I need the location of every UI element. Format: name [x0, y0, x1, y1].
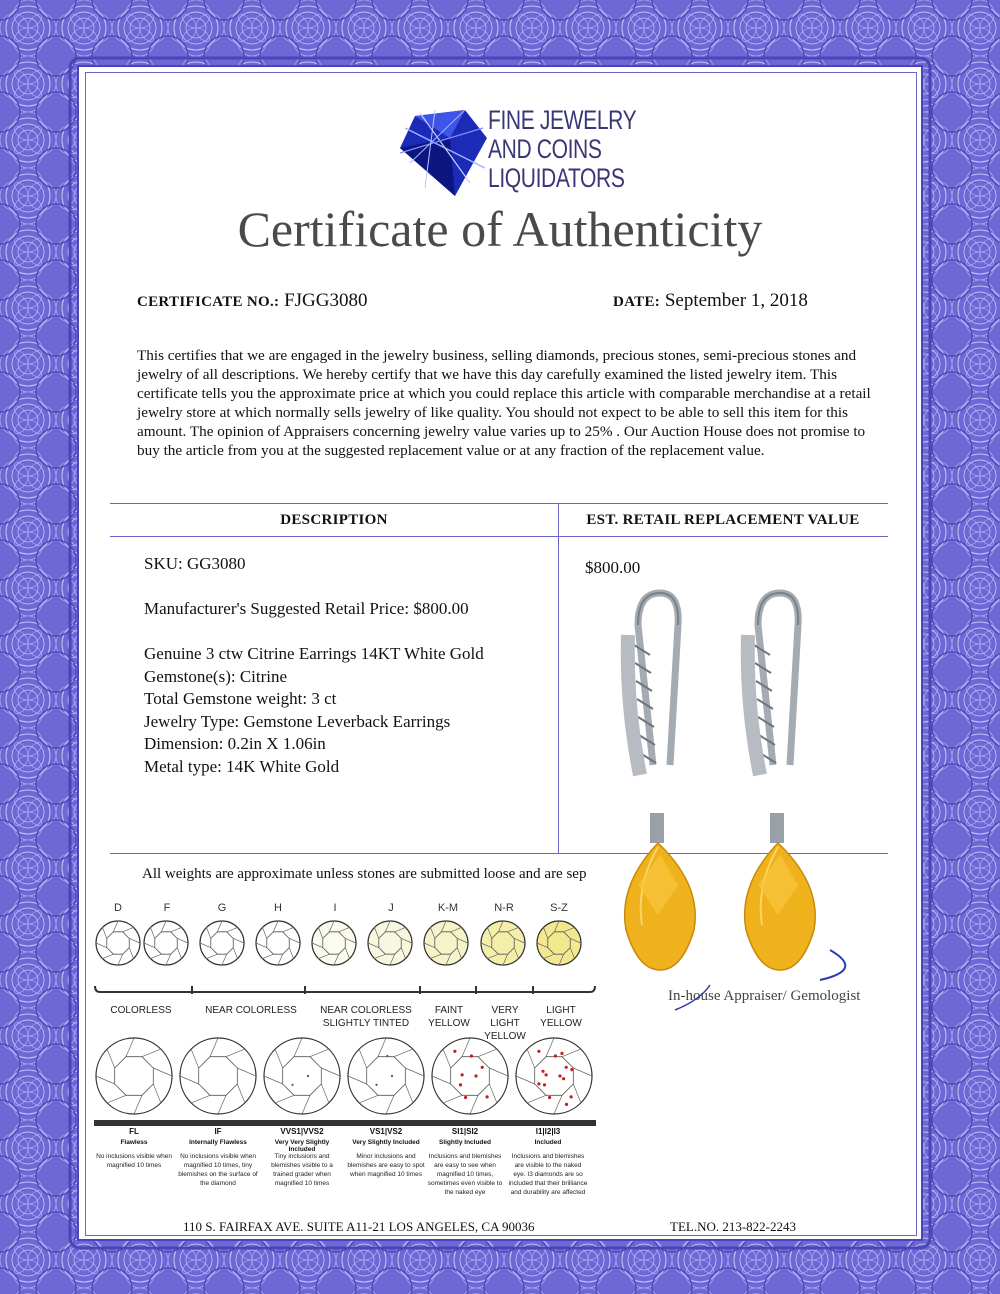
replacement-value: $800.00 [585, 558, 641, 577]
date-label: DATE: [613, 294, 661, 310]
clarity-description: No inclusions visible when magnified 10 times [96, 1153, 172, 1169]
logo-line: LIQUIDATORS [488, 163, 625, 193]
grade-letter: I [333, 902, 337, 914]
certificate-number-label: CERTIFICATE NO.: [137, 294, 280, 310]
clarity-grade-diamond [96, 1038, 172, 1114]
clarity-name: Very Slightly Included [352, 1139, 420, 1146]
grade-letter: D [114, 902, 122, 914]
color-grade-diamond [96, 921, 140, 965]
item-details [144, 643, 484, 778]
footer-telephone: TEL.NO. 213-822-2243 [670, 1219, 797, 1234]
color-scale-diamonds [92, 918, 598, 998]
color-group-label: COLORLESS [110, 1005, 172, 1016]
date-value: September 1, 2018 [664, 290, 808, 311]
detail-line: Dimension: 0.2in X 1.06in [144, 734, 326, 753]
color-grade-diamond [312, 921, 356, 965]
clarity-grade: I1|I2|I3 [535, 1127, 561, 1136]
clarity-grade-diamond [516, 1038, 592, 1114]
footer-address: 110 S. FAIRFAX AVE. SUITE A11-21 LOS ANGELES, CA 90036 [183, 1219, 535, 1234]
clarity-name: Slightly Included [438, 1139, 491, 1146]
clarity-name: Internally Flawless [189, 1139, 247, 1146]
logo-line: AND COINS [488, 134, 602, 164]
logo-line: FINE JEWELRY [488, 105, 637, 135]
grade-letter: N-R [494, 902, 514, 914]
color-grade-diamond [200, 921, 244, 965]
grade-letter: F [163, 902, 171, 914]
clarity-grade-diamond [348, 1038, 424, 1114]
color-group-label: NEAR COLORLESS [205, 1005, 297, 1016]
detail-line: Total Gemstone weight: 3 ct [144, 689, 337, 708]
weights-note: All weights are approximate unless stones are submitted loose and are sep [142, 866, 587, 882]
clarity-grade-diamond [264, 1038, 340, 1114]
clarity-scale-diamonds [92, 1034, 598, 1126]
clarity-grade-diamond [432, 1038, 508, 1114]
color-grade-diamond [424, 921, 468, 965]
color-grade-diamond [481, 921, 525, 965]
grade-letter: G [217, 902, 227, 914]
clarity-grade: SI1|SI2 [451, 1127, 479, 1136]
table-header-rule [110, 536, 888, 537]
color-group-label: VERY LIGHT YELLOW [484, 1005, 526, 1042]
clarity-grade-diamond [180, 1038, 256, 1114]
certificate-number [137, 290, 368, 312]
detail-line: Metal type: 14K White Gold [144, 756, 340, 776]
detail-line: Jewelry Type: Gemstone Leverback Earrings [144, 711, 451, 731]
clarity-description: Tiny inclusions and blemishes visible to a trained grader when magnified 10 times [271, 1153, 333, 1187]
clarity-grade: FL [129, 1127, 139, 1136]
brand-logo-text [488, 106, 636, 193]
page-title: Certificate of Authenticity [237, 201, 763, 257]
grade-letter: S-Z [550, 902, 568, 914]
clarity-name: Included [534, 1139, 562, 1146]
header-description: DESCRIPTION [280, 512, 388, 528]
table-column-divider [558, 503, 559, 853]
grade-letter: K-M [437, 902, 459, 914]
table-top-rule [110, 503, 888, 504]
clarity-grade: IF [214, 1127, 222, 1136]
color-grade-diamond [537, 921, 581, 965]
clarity-description: Inclusions and blemishes are visible to the naked eye. I3 diamonds are so included that their brilliance and durability are affected [508, 1153, 588, 1196]
color-group-label: LIGHT YELLOW [540, 1005, 582, 1029]
certification-paragraph: This certifies that we are engaged in the jewelry business, selling diamonds, precious stones, semi-precious stones and jewelry of all descriptions. We hereby certify that we have this day carefully examined the listed jewelry item. This certificate tells you the approximate price at which you could replace this article with comparable merchandise at a retail jewelry store at which normally sells jewelry of like quality. You should not expect to be able to sell this item for this amount. The opinion of Appraisers concerning jewelry value varies up to 25% . Our Auction House does not promise to buy the article from you at the suggested replacement value or at any fraction of the replacement value. [137, 347, 871, 459]
color-grade-diamond [144, 921, 188, 965]
grade-letter: J [388, 902, 394, 914]
detail-line: Genuine 3 ctw Citrine Earrings 14KT White Gold [144, 644, 484, 663]
clarity-grade: VS1|VS2 [369, 1127, 403, 1136]
earrings-image [598, 585, 838, 985]
color-grade-diamond [368, 921, 412, 965]
clarity-description: Inclusions and blemishes are easy to see when magnified 10 times, sometimes even visible to the naked eye [427, 1153, 503, 1196]
sku: SKU: GG3080 [144, 554, 246, 573]
clarity-description: No inclusions visible when magnified 10 times, tiny blemishes on the surface of the diamond [178, 1153, 258, 1187]
appraiser-title: In-house Appraiser/ Gemologist [668, 988, 861, 1004]
clarity-name: Flawless [120, 1139, 148, 1146]
msrp: Manufacturer's Suggested Retail Price: $800.00 [144, 599, 469, 618]
color-group-label: NEAR COLORLESS SLIGHTLY TINTED [320, 1005, 412, 1029]
grade-letter: H [274, 902, 282, 914]
color-grade-diamond [256, 921, 300, 965]
color-group-label: FAINT YELLOW [428, 1005, 470, 1029]
certificate-number-value: FJGG3080 [284, 290, 368, 311]
clarity-name: Very Very Slightly Included [274, 1139, 330, 1153]
certificate-date [613, 290, 808, 312]
clarity-grade: VVS1|VVS2 [280, 1127, 324, 1136]
detail-line: Gemstone(s): Citrine [144, 666, 288, 686]
header-value: EST. RETAIL REPLACEMENT VALUE [586, 512, 860, 528]
clarity-description: Minor inclusions and blemishes are easy to spot when magnified 10 times [347, 1153, 425, 1178]
